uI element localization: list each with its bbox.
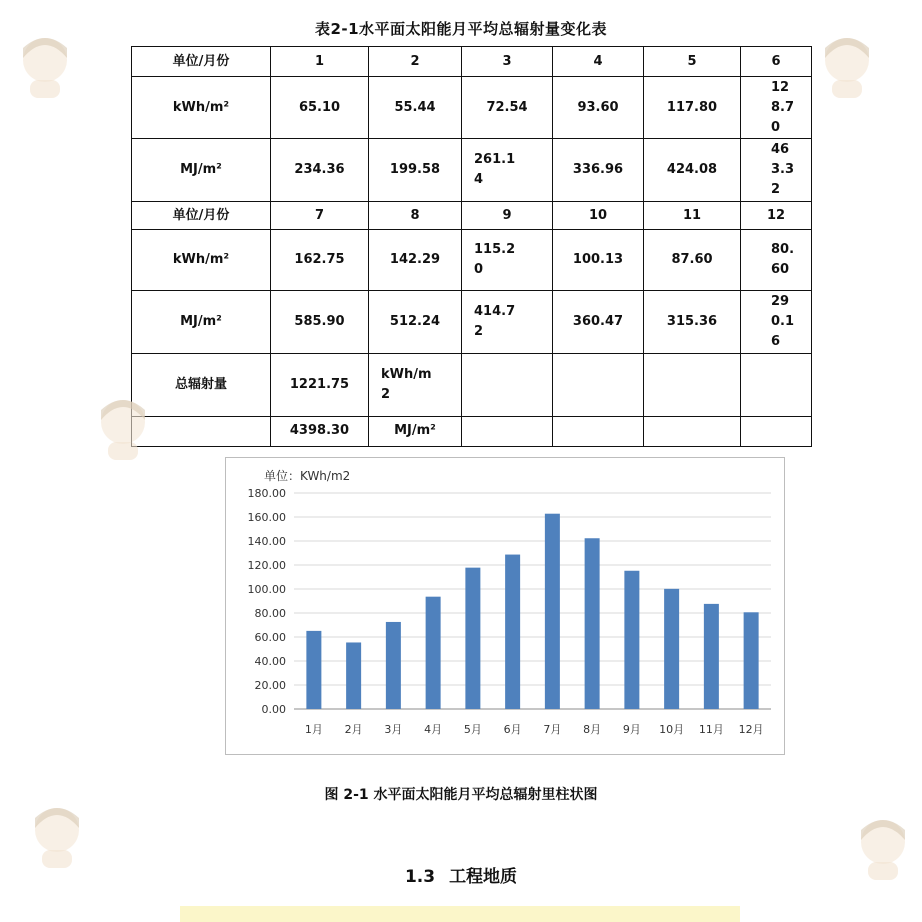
row-header-cell: MJ/m²	[132, 291, 271, 354]
table-cell: 7	[271, 201, 369, 229]
x-tick-label: 9月	[622, 723, 641, 736]
bar	[426, 597, 441, 709]
bar	[545, 514, 560, 709]
bar	[505, 555, 520, 709]
y-tick-label: 160.00	[247, 511, 286, 524]
x-tick-label: 6月	[503, 723, 522, 736]
x-tick-label: 3月	[384, 723, 403, 736]
bar	[664, 589, 679, 709]
bar	[585, 538, 600, 709]
table-cell: 5	[644, 47, 741, 77]
table-cell: 512.24	[369, 291, 462, 354]
y-tick-label: 140.00	[247, 535, 286, 548]
table-cell	[462, 353, 553, 416]
table-row	[132, 230, 812, 291]
y-tick-label: 80.00	[254, 607, 286, 620]
table-cell: 463.32	[741, 139, 812, 202]
table-cell	[741, 353, 812, 416]
table-cell: 11	[644, 201, 741, 229]
x-tick-label: 11月	[698, 723, 724, 736]
table-cell: MJ/m²	[369, 416, 462, 446]
table-cell	[644, 353, 741, 416]
row-header-cell: kWh/m²	[132, 77, 271, 139]
x-tick-label: 10月	[659, 723, 685, 736]
table-cell: 142.29	[369, 230, 462, 291]
mascot-avatar-icon	[10, 30, 80, 100]
table-cell: 80.60	[741, 230, 812, 291]
table-cell: 336.96	[553, 139, 644, 202]
table-cell: 9	[462, 201, 553, 229]
bar	[744, 612, 759, 709]
table-row	[132, 416, 812, 446]
mascot-avatar-icon	[22, 800, 92, 870]
table-cell: 162.75	[271, 230, 369, 291]
x-tick-label: 12月	[738, 723, 764, 736]
table-cell: 261.14	[462, 139, 553, 202]
table-cell: 1221.75	[271, 353, 369, 416]
row-header-cell: 单位/月份	[132, 201, 271, 229]
table-row	[132, 291, 812, 354]
x-tick-label: 2月	[344, 723, 363, 736]
table-cell	[462, 416, 553, 446]
table-cell	[553, 416, 644, 446]
x-tick-label: 7月	[543, 723, 562, 736]
table-cell: 4	[553, 47, 644, 77]
table-row	[132, 77, 812, 139]
section-heading	[0, 862, 922, 887]
x-tick-label: 4月	[424, 723, 443, 736]
bar	[306, 631, 321, 709]
table-cell: 424.08	[644, 139, 741, 202]
bar	[386, 622, 401, 709]
table-cell: 100.13	[553, 230, 644, 291]
chart-title: 单位：KWh/m2	[264, 469, 351, 483]
table-cell: 117.80	[644, 77, 741, 139]
table-cell: 315.36	[644, 291, 741, 354]
table-cell: 8	[369, 201, 462, 229]
bar	[704, 604, 719, 709]
table-cell: 115.20	[462, 230, 553, 291]
table-row	[132, 201, 812, 229]
row-header-cell: kWh/m²	[132, 230, 271, 291]
highlight-strip	[180, 906, 740, 922]
y-tick-label: 20.00	[254, 679, 286, 692]
table-cell: 2	[369, 47, 462, 77]
table-row	[132, 139, 812, 202]
table-cell: 585.90	[271, 291, 369, 354]
table-cell: kWh/m2	[369, 353, 462, 416]
table-cell: 12	[741, 201, 812, 229]
radiation-table	[131, 46, 812, 447]
table-cell: 3	[462, 47, 553, 77]
y-tick-label: 100.00	[247, 583, 286, 596]
table-cell: 234.36	[271, 139, 369, 202]
table-cell: 55.44	[369, 77, 462, 139]
table-cell: 72.54	[462, 77, 553, 139]
row-header-cell: MJ/m²	[132, 139, 271, 202]
y-tick-label: 0.00	[261, 703, 286, 716]
table-cell: 65.10	[271, 77, 369, 139]
mascot-avatar-icon	[812, 30, 882, 100]
section-number: 1.3	[404, 867, 436, 887]
table-cell: 128.70	[741, 77, 812, 139]
table-cell: 93.60	[553, 77, 644, 139]
bar-chart-svg	[226, 458, 784, 754]
table-cell: 290.16	[741, 291, 812, 354]
table-cell: 10	[553, 201, 644, 229]
bar	[346, 642, 361, 709]
y-tick-label: 60.00	[254, 631, 286, 644]
table-cell: 1	[271, 47, 369, 77]
table-title: 表2-1水平面太阳能月平均总辐射量变化表	[314, 20, 608, 38]
table-cell: 4398.30	[271, 416, 369, 446]
chart-caption: 图 2-1 水平面太阳能月平均总辐射里柱状图	[324, 787, 598, 803]
y-tick-label: 120.00	[247, 559, 286, 572]
bar-chart	[225, 457, 785, 755]
bar	[465, 568, 480, 709]
table-cell	[741, 416, 812, 446]
table-cell: 414.72	[462, 291, 553, 354]
table-cell: 199.58	[369, 139, 462, 202]
bar	[624, 571, 639, 709]
mascot-avatar-icon	[848, 812, 918, 882]
table-row	[132, 353, 812, 416]
x-tick-label: 1月	[304, 723, 323, 736]
row-header-cell: 单位/月份	[132, 47, 271, 77]
table-cell: 87.60	[644, 230, 741, 291]
row-header-cell: 总辐射量	[132, 353, 271, 416]
table-cell: 360.47	[553, 291, 644, 354]
table-row	[132, 47, 812, 77]
x-tick-label: 8月	[583, 723, 602, 736]
section-title: 工程地质	[449, 867, 518, 887]
y-tick-label: 180.00	[247, 487, 286, 500]
table-cell	[644, 416, 741, 446]
x-tick-label: 5月	[463, 723, 482, 736]
mascot-avatar-icon	[88, 392, 158, 462]
table-cell: 6	[741, 47, 812, 77]
table-cell	[553, 353, 644, 416]
y-tick-label: 40.00	[254, 655, 286, 668]
